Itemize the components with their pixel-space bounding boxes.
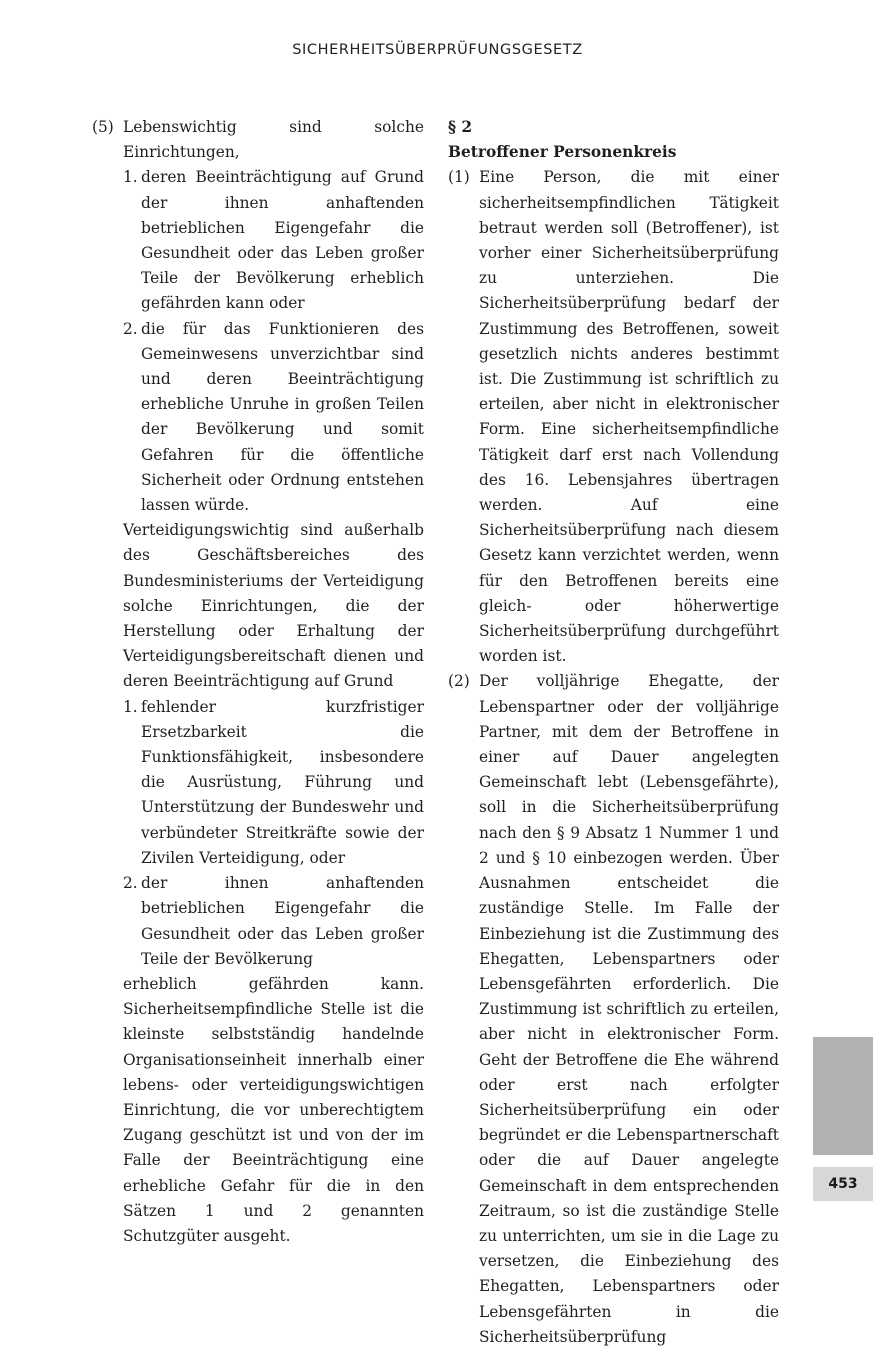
paragraph-5 — [92, 115, 424, 1249]
running-header: SICHERHEITSÜBERPRÜFUNGSGESETZ — [292, 42, 583, 58]
paragraph-text: Lebenswichtig sind solche Einrichtungen, — [123, 118, 424, 162]
list-item-text: deren Beeinträchtigung auf Grund der ihnen anhaftenden betrieblichen Eigengefahr die Gesundheit oder das Leben großer Teile der Bevölkerung erheblich gefährden kann oder — [141, 168, 424, 313]
paragraph-2 — [448, 669, 779, 1349]
right-column — [448, 115, 779, 1350]
list-item-number: 2. — [123, 874, 138, 893]
paragraph-number: (5) — [92, 118, 114, 136]
list-item — [123, 317, 424, 519]
list-item — [123, 695, 424, 871]
paragraph-text: Eine Person, die mit einer sicherheitsempfindlichen Tätigkeit betraut werden soll (Betroffener), ist vorher einer Sicherheitsüberprüfung zu unterziehen. Die Sicherheitsüberprüfung bedarf der Zustimmung des Betroffenen, soweit gesetzlich nichts anderes bestimmt ist. Die Zustimmung ist schriftlich zu erteilen, aber nicht in elektronischer Form. Eine sicherheitsempfindliche Tätigkeit darf erst nach Vollendung des 16. Lebensjahres übertragen werden. Auf eine Sicherheitsüberprüfung nach diesem Gesetz kann verzichtet werden, wenn für den Betroffenen bereits eine gleich- oder höherwertige Sicherheitsüberprüfung durchgeführt worden ist. — [479, 168, 779, 666]
chapter-tab-marker — [813, 1037, 873, 1155]
list-item-text: fehlender kurzfristiger Ersetzbarkeit die Funktionsfähigkeit, insbesondere die Ausrüstung, Führung und Unterstützung der Bundeswehr und verbündeter Streitkräfte sowie der Zivilen Verteidigung, oder — [141, 697, 424, 867]
paragraph-number: (1) — [448, 168, 470, 187]
left-column — [92, 115, 424, 1249]
paragraph-text: Der volljährige Ehegatte, der Lebenspartner oder der volljährige Partner, mit dem der Betroffene in einer auf Dauer angelegten Gemeinschaft lebt (Lebensgefährte), soll in die Sicherheitsüberprüfung nach den § 9 Absatz 1 Nummer 1 und 2 und § 10 einbezogen werden. Über Ausnahmen entscheidet die zuständige Stelle. Im Falle der Einbeziehung ist die Zustimmung des Ehegatten, Lebenspartners oder Lebensgefährten erforderlich. Die Zustimmung ist schriftlich zu erteilen, aber nicht in elektronischer Form. Geht der Betroffene die Ehe während oder erst nach erfolgter Sicherheitsüberprüfung ein oder begründet er die Lebenspartnerschaft oder die auf Dauer angelegte Gemeinschaft in dem entsprechenden Zeitraum, so ist die zuständige Stelle zu unterrichten, um sie in die Lage zu versetzen, die Einbeziehung des Ehegatten, Lebenspartners oder Lebensgefährten in die Sicherheitsüberprüfung — [479, 672, 779, 1346]
list-item-number: 1. — [123, 697, 138, 716]
paragraph-text: Verteidigungswichtig sind außerhalb des Geschäftsbereiches des Bundesministeriums der Verteidigung solche Einrichtungen, die der Herstellung oder Erhaltung der Verteidigungsbereitschaft dienen und deren Beeinträchtigung auf Grund — [123, 521, 424, 691]
paragraph-1 — [448, 165, 779, 669]
list-item-text: die für das Funktionieren des Gemeinwesens unverzichtbar sind und deren Beeinträchtigung erhebliche Unruhe in großen Teilen der Bevölkerung und somit Gefahren für die öffentliche Sicherheit oder Ordnung entstehen lassen würde. — [141, 319, 424, 515]
page-number: 453 — [813, 1167, 873, 1201]
section-number: § 2 — [448, 118, 473, 136]
section-title: Betroffener Personenkreis — [448, 143, 677, 162]
paragraph-text: erheblich gefährden kann. Sicherheitsempfindliche Stelle ist die kleinste selbstständig handelnde Organisationseinheit innerhalb einer lebens- oder verteidigungswichtigen Einrichtung, die vor unberechtigtem Zugang geschützt ist und von der im Falle der Beeinträchtigung eine erhebliche Gefahr für die in den Sätzen 1 und 2 genannten Schutzgüter ausgeht. — [123, 974, 424, 1245]
list-item-number: 1. — [123, 168, 138, 187]
list-item — [123, 165, 424, 316]
list-item-text: der ihnen anhaftenden betrieblichen Eigengefahr die Gesundheit oder das Leben großer Teile der Bevölkerung — [141, 874, 424, 968]
list-item-number: 2. — [123, 319, 138, 338]
list-item — [123, 871, 424, 972]
paragraph-number: (2) — [448, 672, 470, 691]
